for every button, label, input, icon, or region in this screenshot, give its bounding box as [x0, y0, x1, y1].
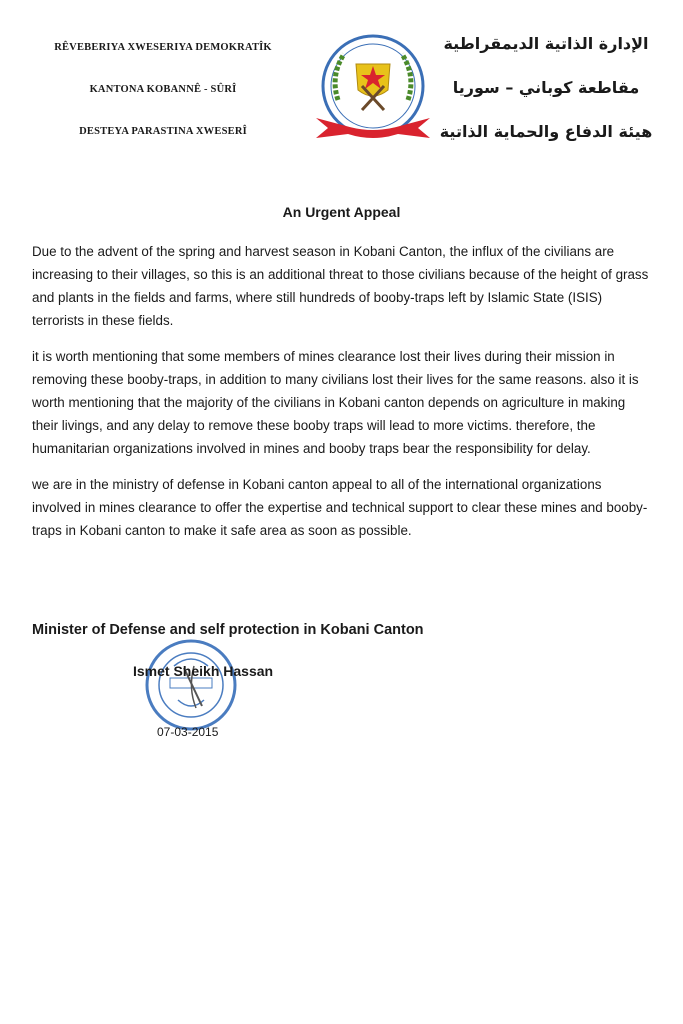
- body-paragraph-3: we are in the ministry of defense in Kobani canton appeal to all of the international organizations involved in mines clearance to offer the expertise and technical support to clear these mines and booby-traps in Kobani canton to make it safe area as soon as possible.: [32, 477, 648, 538]
- letterhead-kurdish: [18, 38, 308, 164]
- letterhead-line-3: DESTEYA PARASTINA XWESERÎ: [79, 126, 247, 137]
- defense-emblem-logo: [308, 30, 438, 148]
- document-title: An Urgent Appeal: [282, 204, 401, 220]
- signature-date: 07-03-2015: [157, 725, 219, 739]
- body-paragraph-1: Due to the advent of the spring and harvest season in Kobani Canton, the influx of the civilians are increasing to their villages, so this is an additional threat to those civilians because of the height of grass and plants in the fields and farms, where still hundreds of booby-traps left by Islamic State (ISIS) terrorists in these fields.: [32, 244, 649, 328]
- official-stamp: [144, 638, 238, 732]
- letterhead-arabic-line-2: مقاطعة كوباني – سوريا: [452, 78, 640, 97]
- signatory-title: Minister of Defense and self protection in Kobani Canton: [32, 622, 424, 638]
- body-paragraph-2: it is worth mentioning that some members of mines clearance lost their lives during their mission in removing these booby-traps, in addition to many civilians lost their lives for the same reasons. also it is worth mentioning that the majority of the civilians in Kobani canton depends on agriculture in making their livings, and any delay to remove these booby traps will lead to more victims. therefore, the humanitarian organizations involved in mines and booby traps bear the responsibility for delay.: [32, 349, 639, 456]
- signer-name: Ismet Sheikh Hassan: [133, 663, 274, 679]
- letterhead-line-2: KANTONA KOBANNÊ - SÛRÎ: [89, 84, 237, 95]
- letterhead-arabic: [431, 30, 661, 162]
- letterhead-arabic-line-3: هيئة الدفاع والحماية الذاتية: [439, 122, 653, 141]
- letterhead-line-1: RÊVEBERIYA XWESERIYA DEMOKRATÎK: [54, 42, 272, 53]
- letterhead-arabic-line-1: الإدارة الذاتية الديمقراطية: [443, 34, 649, 53]
- document-body: [32, 240, 652, 555]
